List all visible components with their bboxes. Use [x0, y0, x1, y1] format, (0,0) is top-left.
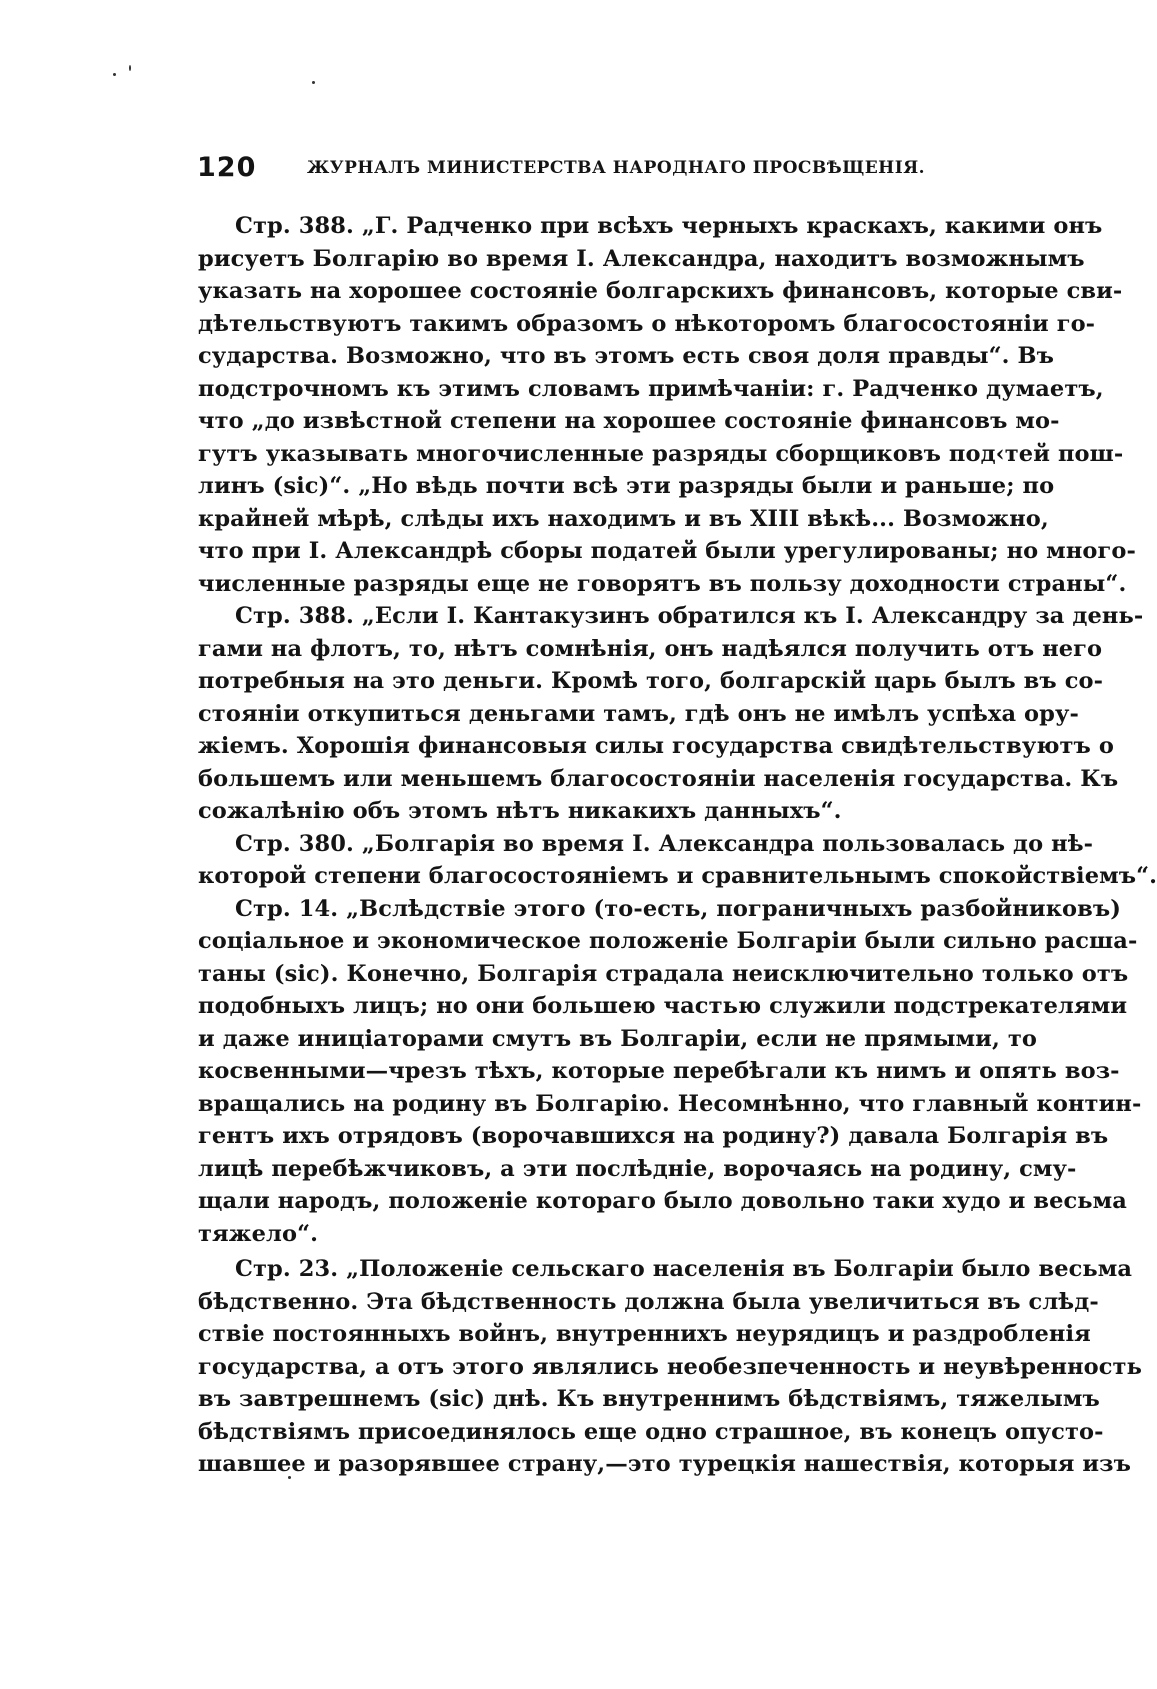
- text-line: жіемъ. Хорошія финансовыя силы государства свидѣтельствуютъ о: [198, 733, 1114, 759]
- text-line: бѣдствіямъ присоединялось еще одно страшное, въ конецъ опусто-: [198, 1418, 1104, 1445]
- text-line: стояніи откупиться деньгами тамъ, гдѣ онъ не имѣлъ успѣха ору-: [198, 700, 1079, 727]
- text-line: ствіе постоянныхъ войнъ, внутреннихъ неурядицъ и раздробленія: [198, 1321, 1091, 1347]
- running-header: [197, 152, 1003, 192]
- text-line: численные разряды еще не говорятъ въ пользу доходности страны“.: [198, 570, 1127, 597]
- text-line: и даже иниціаторами смутъ въ Болгаріи, если не прямыми, то: [198, 1025, 1037, 1052]
- text-line: что „до извѣстной степени на хорошее состояніе финансовъ мо-: [198, 408, 1060, 434]
- text-line: Стр. 388. „Если I. Кантакузинъ обратился къ I. Александру за день-: [235, 603, 1144, 629]
- text-line: сожалѣнію объ этомъ нѣтъ никакихъ данныхъ“.: [198, 798, 842, 824]
- text-line: тяжело“.: [198, 1220, 319, 1247]
- text-line: которой степени благосостояніемъ и сравнительнымъ спокойствіемъ“.: [198, 863, 1157, 889]
- text-line: соціальное и экономическое положеніе Болгаріи были сильно расша-: [198, 928, 1138, 954]
- text-line: Стр. 23. „Положеніе сельскаго населенія въ Болгаріи было весьма: [235, 1256, 1133, 1282]
- text-line: Стр. 14. „Вслѣдствіе этого (то-есть, пограничныхъ разбойниковъ): [235, 895, 1121, 922]
- text-line: Стр. 380. „Болгарія во время I. Александра пользовалась до нѣ-: [235, 830, 1094, 857]
- scan-speck: [312, 81, 315, 84]
- text-line: подстрочномъ къ этимъ словамъ примѣчаніи: г. Радченко думаетъ,: [198, 375, 1104, 402]
- text-line: лицѣ перебѣжчиковъ, а эти послѣдніе, ворочаясь на родину, сму-: [198, 1155, 1077, 1182]
- text-line: щали народъ, положеніе котораго было довольно таки худо и весьма: [198, 1188, 1127, 1214]
- text-line: шавшее и разорявшее страну,—это турецкія нашествія, которыя изъ: [198, 1451, 1131, 1477]
- text-line: что при I. Александрѣ сборы податей были урегулированы; но много-: [198, 538, 1136, 564]
- text-line: государства, а отъ этого являлись необезпеченность и неувѣренность: [198, 1353, 1142, 1380]
- text-line: рисуетъ Болгарію во время I. Александра, находитъ возможнымъ: [198, 245, 1085, 272]
- text-line: таны (sic). Конечно, Болгарія страдала неисключительно только отъ: [198, 960, 1129, 987]
- text-line: указать на хорошее состояніе болгарскихъ финансовъ, которые сви-: [198, 278, 1123, 304]
- text-line: подобныхъ лицъ; но они большею частью служили подстрекателями: [198, 993, 1128, 1019]
- text-line: потребныя на это деньги. Кромѣ того, болгарскій царь былъ въ со-: [198, 668, 1104, 694]
- scan-speck: [129, 65, 131, 71]
- text-line: гентъ ихъ отрядовъ (ворочавшихся на родину?) давала Болгарія въ: [198, 1123, 1109, 1149]
- body-text: [198, 210, 1157, 1481]
- text-line: косвенными—чрезъ тѣхъ, которые перебѣгали къ нимъ и опять воз-: [198, 1058, 1120, 1084]
- text-line: въ завтрешнемъ (sic) днѣ. Къ внутреннимъ бѣдствіямъ, тяжелымъ: [198, 1386, 1100, 1412]
- text-line: гами на флотъ, то, нѣтъ сомнѣнія, онъ надѣялся получить отъ него: [198, 635, 1103, 662]
- text-line: сударства. Возможно, что въ этомъ есть своя доля правды“. Въ: [198, 343, 1055, 369]
- page-number: 120: [197, 152, 257, 183]
- running-title: ЖУРНАЛЪ МИНИСТЕРСТВА НАРОДНАГО ПРОСВѢЩЕНІЯ.: [307, 158, 926, 178]
- text-line: большемъ или меньшемъ благосостояніи населенія государства. Къ: [198, 765, 1119, 792]
- text-line: дѣтельствуютъ такимъ образомъ о нѣкоторомъ благосостояніи го-: [198, 310, 1096, 337]
- text-line: бѣдственно. Эта бѣдственность должна была увеличиться въ слѣд-: [198, 1288, 1099, 1315]
- scan-speck: [113, 73, 116, 76]
- text-line: крайней мѣрѣ, слѣды ихъ находимъ и въ XIII вѣкѣ... Возможно,: [198, 505, 1049, 532]
- text-line: линъ (sic)“. „Но вѣдь почти всѣ эти разряды были и раньше; по: [198, 473, 1055, 499]
- text-line: гутъ указывать многочисленные разряды сборщиковъ под‹тей пош-: [198, 440, 1124, 467]
- text-line: вращались на родину въ Болгарію. Несомнѣнно, что главный контин-: [198, 1090, 1142, 1117]
- text-line: Стр. 388. „Г. Радченко при всѣхъ черныхъ краскахъ, какими онъ: [235, 213, 1103, 239]
